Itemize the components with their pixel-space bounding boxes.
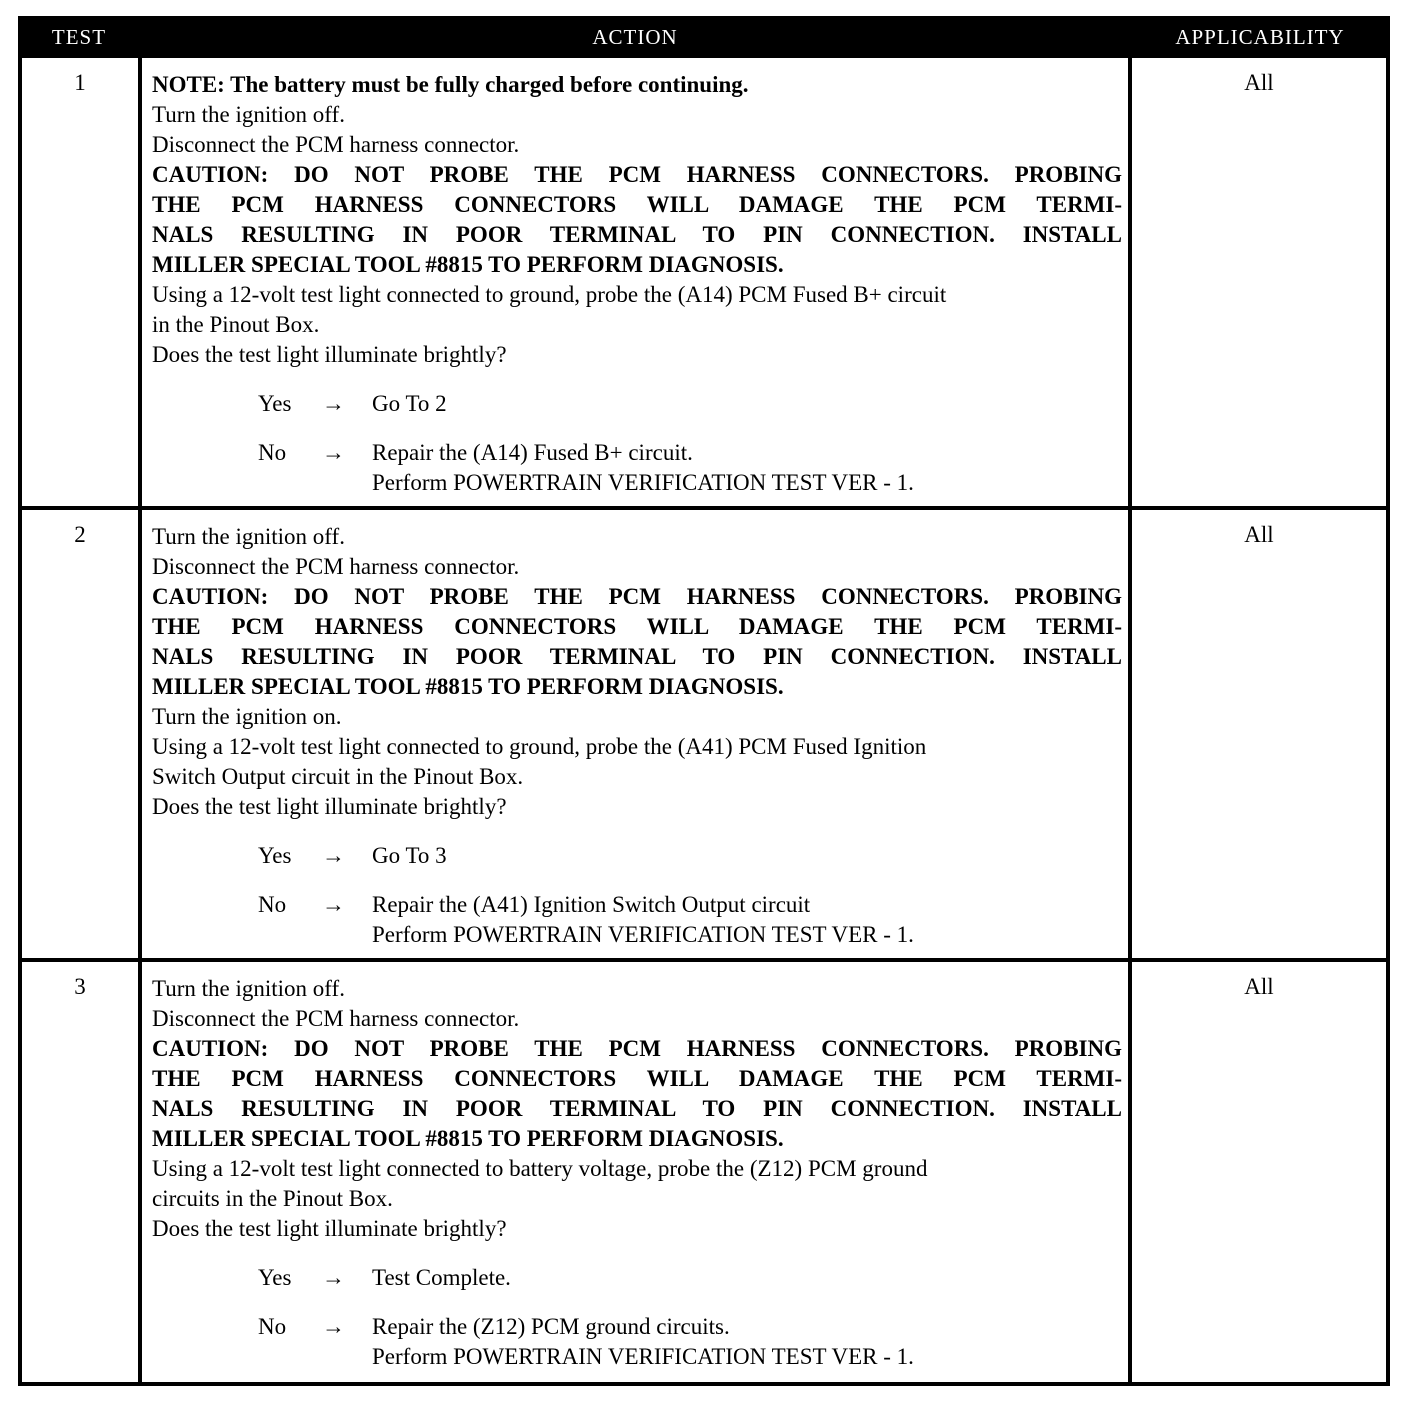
caution-line: NALS RESULTING IN POOR TERMINAL TO PIN CONNECTION. INSTALL bbox=[152, 644, 1122, 669]
action-cell bbox=[142, 962, 1128, 1382]
table-row bbox=[18, 510, 1390, 958]
caution-line: CAUTION: DO NOT PROBE THE PCM HARNESS CONNECTORS. PROBING bbox=[152, 162, 1122, 187]
caution-line: MILLER SPECIAL TOOL #8815 TO PERFORM DIAGNOSIS. bbox=[152, 1126, 784, 1151]
step-text: Disconnect the PCM harness connector. bbox=[152, 132, 520, 157]
yes-label: Yes bbox=[258, 843, 292, 868]
caution-line: THE PCM HARNESS CONNECTORS WILL DAMAGE THE PCM TERMI- bbox=[152, 192, 1122, 217]
caution-line: CAUTION: DO NOT PROBE THE PCM HARNESS CONNECTORS. PROBING bbox=[152, 1036, 1122, 1061]
applicability-value: All bbox=[1132, 58, 1386, 506]
no-result-verification: Perform POWERTRAIN VERIFICATION TEST VER - 1. bbox=[372, 1344, 914, 1369]
step-text: Switch Output circuit in the Pinout Box. bbox=[152, 764, 524, 789]
header-action: ACTION bbox=[592, 25, 678, 49]
applicability-value: All bbox=[1132, 962, 1386, 1382]
no-branch bbox=[152, 438, 1122, 498]
caution-line: THE PCM HARNESS CONNECTORS WILL DAMAGE THE PCM TERMI- bbox=[152, 614, 1122, 639]
header-applicability: APPLICABILITY bbox=[1175, 25, 1345, 49]
no-result: Repair the (A14) Fused B+ circuit. bbox=[372, 440, 693, 465]
step-text: Turn the ignition on. bbox=[152, 704, 342, 729]
arrow-right-icon: → bbox=[322, 843, 345, 868]
table-row bbox=[18, 58, 1390, 506]
question-text: Does the test light illuminate brightly? bbox=[152, 1216, 507, 1241]
step-text: Using a 12-volt test light connected to ground, probe the (A41) PCM Fused Ignition bbox=[152, 734, 927, 759]
arrow-right-icon: → bbox=[322, 1265, 345, 1290]
note-text: NOTE: The battery must be fully charged before continuing. bbox=[152, 72, 749, 97]
no-label: No bbox=[258, 1314, 287, 1339]
step-text: Turn the ignition off. bbox=[152, 524, 345, 549]
yes-result: Go To 3 bbox=[372, 843, 447, 868]
yes-result: Test Complete. bbox=[372, 1265, 511, 1290]
caution-line: MILLER SPECIAL TOOL #8815 TO PERFORM DIAGNOSIS. bbox=[152, 252, 784, 277]
test-number: 3 bbox=[22, 962, 138, 1382]
applicability-value: All bbox=[1132, 510, 1386, 958]
caution-line: CAUTION: DO NOT PROBE THE PCM HARNESS CONNECTORS. PROBING bbox=[152, 584, 1122, 609]
step-text: Disconnect the PCM harness connector. bbox=[152, 554, 520, 579]
step-text: in the Pinout Box. bbox=[152, 312, 320, 337]
caution-line: NALS RESULTING IN POOR TERMINAL TO PIN CONNECTION. INSTALL bbox=[152, 222, 1122, 247]
action-cell bbox=[142, 510, 1128, 958]
caution-line: MILLER SPECIAL TOOL #8815 TO PERFORM DIAGNOSIS. bbox=[152, 674, 784, 699]
header-test: TEST bbox=[51, 25, 107, 49]
arrow-right-icon: → bbox=[322, 1314, 345, 1339]
question-text: Does the test light illuminate brightly? bbox=[152, 794, 507, 819]
no-result-verification: Perform POWERTRAIN VERIFICATION TEST VER - 1. bbox=[372, 922, 914, 947]
step-text: circuits in the Pinout Box. bbox=[152, 1186, 393, 1211]
step-text: Turn the ignition off. bbox=[152, 102, 345, 127]
no-branch bbox=[152, 1312, 1122, 1372]
question-text: Does the test light illuminate brightly? bbox=[152, 342, 507, 367]
test-number: 2 bbox=[22, 510, 138, 958]
no-result-verification: Perform POWERTRAIN VERIFICATION TEST VER - 1. bbox=[372, 470, 914, 495]
no-label: No bbox=[258, 892, 287, 917]
step-text: Using a 12-volt test light connected to battery voltage, probe the (Z12) PCM ground bbox=[152, 1156, 928, 1181]
caution-text bbox=[152, 160, 1122, 280]
test-number: 1 bbox=[22, 58, 138, 506]
yes-branch bbox=[152, 389, 1122, 419]
action-cell bbox=[142, 58, 1128, 506]
yes-label: Yes bbox=[258, 1265, 292, 1290]
yes-branch bbox=[152, 841, 1122, 871]
no-result: Repair the (A41) Ignition Switch Output circuit bbox=[372, 892, 811, 917]
yes-branch bbox=[152, 1263, 1122, 1293]
arrow-right-icon: → bbox=[322, 440, 345, 465]
no-label: No bbox=[258, 440, 287, 465]
no-result: Repair the (Z12) PCM ground circuits. bbox=[372, 1314, 730, 1339]
step-text: Disconnect the PCM harness connector. bbox=[152, 1006, 520, 1031]
yes-label: Yes bbox=[258, 391, 292, 416]
diagnostic-table bbox=[18, 16, 1390, 1386]
no-branch bbox=[152, 890, 1122, 950]
step-text: Using a 12-volt test light connected to ground, probe the (A14) PCM Fused B+ circuit bbox=[152, 282, 947, 307]
table-row bbox=[18, 962, 1390, 1382]
yes-result: Go To 2 bbox=[372, 391, 447, 416]
caution-line: THE PCM HARNESS CONNECTORS WILL DAMAGE THE PCM TERMI- bbox=[152, 1066, 1122, 1091]
table-header bbox=[18, 16, 1390, 58]
arrow-right-icon: → bbox=[322, 892, 345, 917]
caution-text bbox=[152, 582, 1122, 702]
caution-line: NALS RESULTING IN POOR TERMINAL TO PIN CONNECTION. INSTALL bbox=[152, 1096, 1122, 1121]
caution-text bbox=[152, 1034, 1122, 1154]
step-text: Turn the ignition off. bbox=[152, 976, 345, 1001]
arrow-right-icon: → bbox=[322, 391, 345, 416]
